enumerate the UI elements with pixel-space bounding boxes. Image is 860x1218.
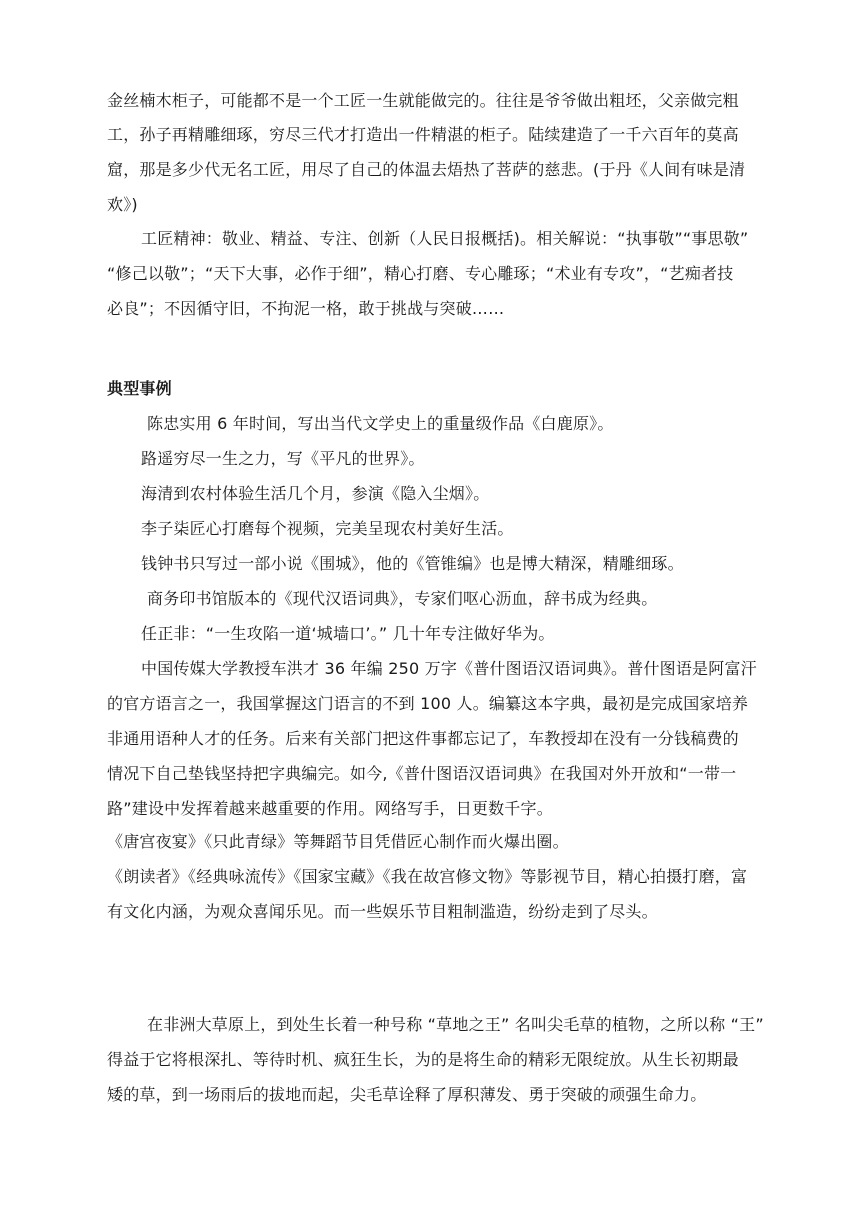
text-line: 《朗读者》《经典咏流传》《国家宝藏》《我在故宫修文物》等影视节目，精心拍摄打磨，富 [107,867,748,886]
text-line: 在非洲大草原上，到处生长着一种号称 “草地之王” 名叫尖毛草的植物，之所以称 “王” [147,1015,764,1034]
example-item: 李子柒匠心打磨每个视频，完美呈现农村美好生活。 [141,519,514,538]
text-line: 欢》) [107,195,138,214]
text-line: 非通用语种人才的任务。后来有关部门把这件事都忘记了，车教授却在没有一分钱稿费的 [107,729,739,748]
example-item: 钱钟书只写过一部小说《围城》，他的《管锥编》也是博大精深，精雕细琢。 [141,554,684,573]
example-item: 任正非：“一生攻陷一道‘城墙口’。” 几十年专注做好华为。 [141,624,555,643]
text-line: 工匠精神：敬业、精益、专注、创新（人民日报概括)。相关解说：“执事敬”“事思敬” [141,229,749,248]
text-line: “修己以敬”；“天下大事，必作于细”，精心打磨、专心雕琢；“术业有专攻”，“艺痴者技 [107,264,734,283]
text-line: 窟，那是多少代无名工匠，用尽了自己的体温去焐热了菩萨的慈悲。(于丹《人间有味是清 [107,160,746,179]
text-line: 矮的草，到一场雨后的拔地而起，尖毛草诠释了厚积薄发、勇于突破的顽强生命力。 [107,1085,707,1104]
example-item: 陈忠实用 6 年时间，写出当代文学史上的重量级作品《白鹿原》。 [147,414,614,433]
text-line: 情况下自己垫钱坚持把字典编完。如今,《普什图语汉语词典》在我国对外开放和“一带一 [107,764,737,783]
text-line: 工，孙子再精雕细琢，穷尽三代才打造出一件精湛的柜子。陆续建造了一千六百年的莫高 [107,125,739,144]
text-line: 金丝楠木柜子，可能都不是一个工匠一生就能做完的。往往是爷爷做出粗坯，父亲做完粗 [107,91,739,110]
text-line: 有文化内涵，为观众喜闻乐见。而一些娱乐节目粗制滥造，纷纷走到了尽头。 [107,902,658,921]
text-line: 必良”；不因循守旧，不拘泥一格，敢于挑战与突破…… [107,299,505,318]
example-item: 海清到农村体验生活几个月，参演《隐入尘烟》。 [141,484,490,503]
text-line: 中国传媒大学教授车洪才 36 年编 250 万字《普什图语汉语词典》。普什图语是阿富汗 [141,659,757,678]
example-item: 商务印书馆版本的《现代汉语词典》，专家们呕心沥血，辞书成为经典。 [147,589,658,608]
text-line: 的官方语言之一，我国掌握这门语言的不到 100 人。编纂这本字典，最初是完成国家培养 [107,694,749,713]
example-item: 路遥穷尽一生之力，写《平凡的世界》。 [141,449,425,468]
text-line: 《唐宫夜宴》《只此青绿》等舞蹈节目凭借匠心制作而火爆出圈。 [107,832,569,851]
text-line: 得益于它将根深扎、等待时机、疯狂生长，为的是将生命的精彩无限绽放。从生长初期最 [107,1050,739,1069]
section-heading: 典型事例 [107,379,172,398]
text-line: 路”建设中发挥着越来越重要的作用。网络写手，日更数千字。 [107,799,553,818]
